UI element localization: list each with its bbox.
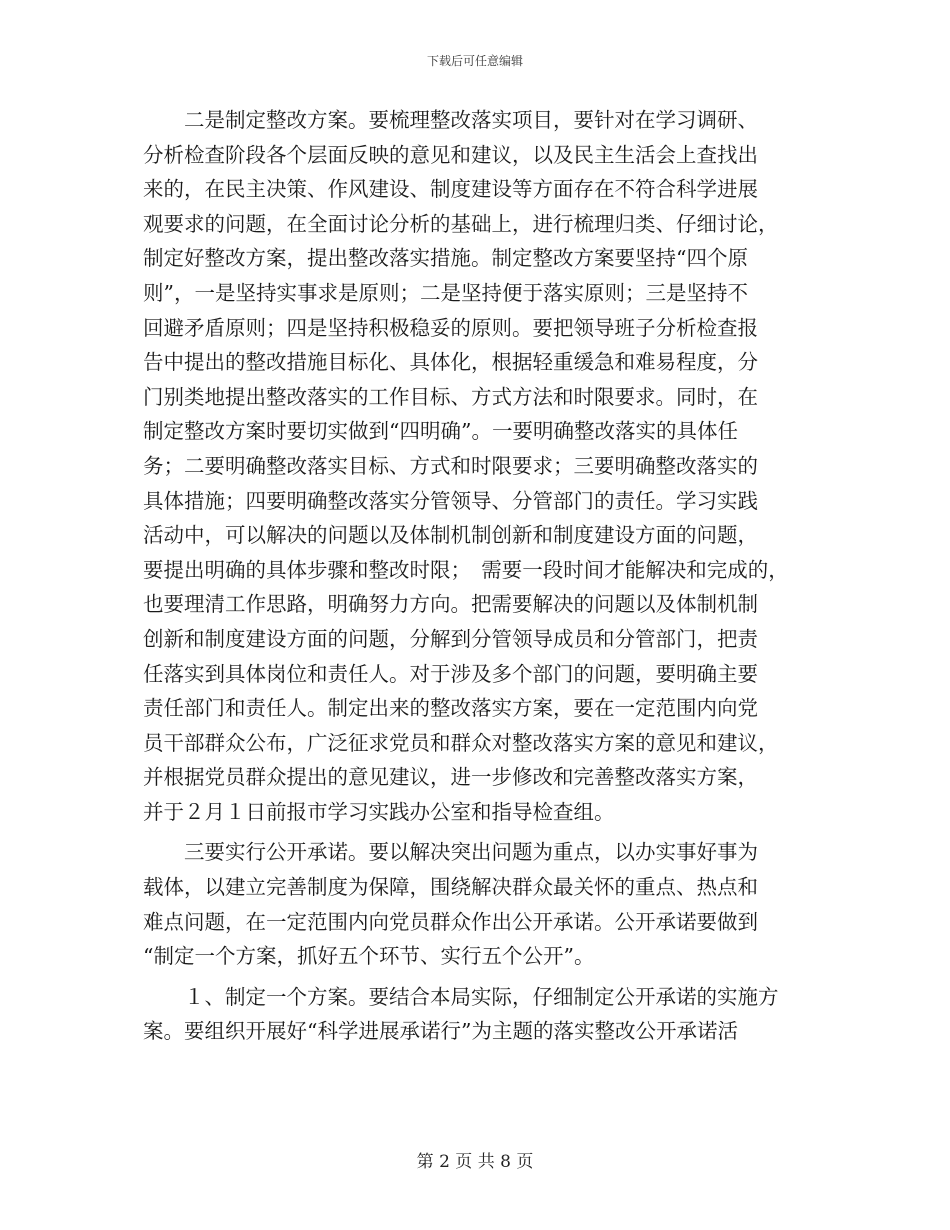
text-line: 回避矛盾原则；四是坚持积极稳妥的原则。要把领导班子分析检查报 [143,315,758,340]
text-line: １、制定一个方案。要结合本局实际，仔细制定公开承诺的实施方 [143,984,779,1009]
text-line: 则”，一是坚持实事求是原则；二是坚持便于落实原则；三是坚持不 [143,280,748,305]
text-line: 观要求的问题，在全面讨论分析的基础上，进行梳理归类、仔细讨论， [143,211,779,236]
page-number: 第 2 页 共 8 页 [416,1152,534,1172]
text-line: 告中提出的整改措施目标化、具体化，根据轻重缓急和难易程度，分 [143,350,758,375]
text-line: 并于２月１日前报市学习实践办公室和指导检查组。 [143,799,615,824]
text-line: 载体，以建立完善制度为保障，围绕解决群众最关怀的重点、热点和 [143,875,758,900]
paragraph-public-commitment [143,835,815,973]
document-body [143,103,815,1049]
text-line: 制定整改方案时要切实做到“四明确”。一要明确整改落实的具体任 [143,419,738,444]
text-line: 任落实到具体岗位和责任人。对于涉及多个部门的问题，要明确主要 [143,661,758,686]
text-line: 二是制定整改方案。要梳理整改落实项目，要针对在学习调研、 [143,108,758,132]
text-line: 务；二要明确整改落实目标、方式和时限要求；三要明确整改落实的 [143,453,758,478]
paragraph-one-plan [143,980,815,1049]
text-line: “制定一个方案，抓好五个环节、实行五个公开”。 [143,944,595,969]
text-line: 员干部群众公布，广泛征求党员和群众对整改落实方案的意见和建议， [143,730,779,755]
text-line: 难点问题，在一定范围内向党员群众作出公开承诺。公开承诺要做到 [143,909,758,934]
text-line: 门别类地提出整改落实的工作目标、方式方法和时限要求。同时，在 [143,384,758,409]
text-line: 责任部门和责任人。制定出来的整改落实方案，要在一定范围内向党 [143,696,758,721]
text-line: 分析检查阶段各个层面反映的意见和建议，以及民主生活会上查找出 [143,142,758,167]
text-line: 来的，在民主决策、作风建设、制度建设等方面存在不符合科学进展 [143,177,758,202]
text-line: 创新和制度建设方面的问题，分解到分管领导成员和分管部门，把责 [143,626,758,651]
text-line: 三要实行公开承诺。要以解决突出问题为重点，以办实事好事为 [143,840,758,865]
text-line: 要提出明确的具体步骤和整改时限； 需要一段时间才能解决和完成的， [143,557,789,582]
paragraph-formulate-plan [143,103,815,829]
text-line: 案。要组织开展好“科学进展承诺行”为主题的落实整改公开承诺活 [143,1019,738,1044]
text-line: 制定好整改方案，提出整改落实措施。制定整改方案要坚持“四个原 [143,246,748,271]
page-header-note: 下载后可任意编辑 [426,54,523,68]
text-line: 也要理清工作思路，明确努力方向。把需要解决的问题以及体制机制 [143,592,758,617]
text-line: 并根据党员群众提出的意见建议，进一步修改和完善整改落实方案， [143,765,758,790]
text-line: 活动中，可以解决的问题以及体制机制创新和制度建设方面的问题， [143,523,758,548]
text-line: 具体措施；四要明确整改落实分管领导、分管部门的责任。学习实践 [143,488,758,513]
